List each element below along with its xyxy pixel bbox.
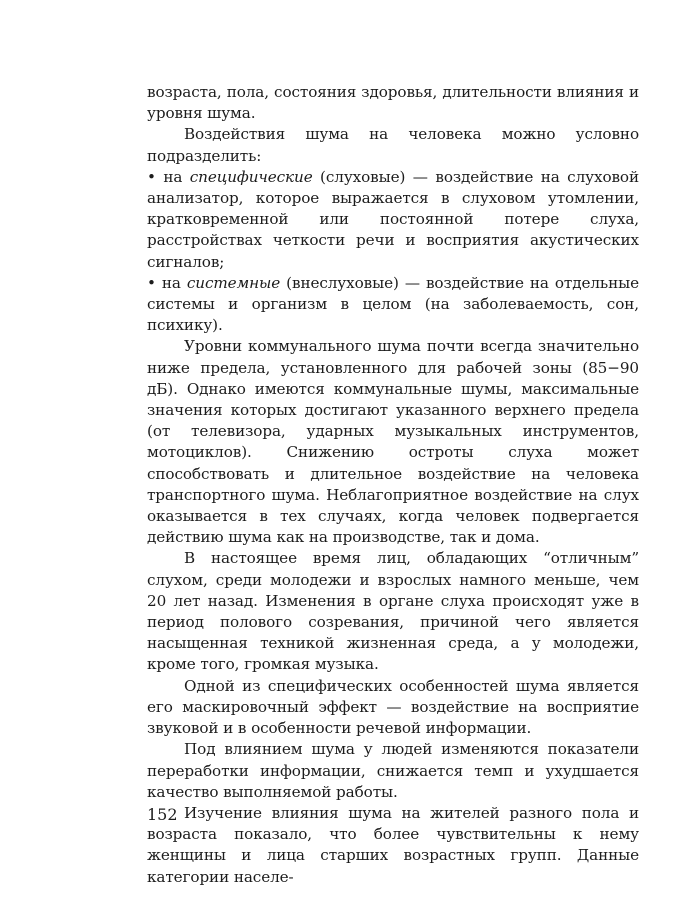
bullet-lead: на <box>155 273 187 292</box>
paragraph-masking-effect: Одной из специфических особенностей шума является его маскировочный эффект — воздействие на восприятие звуковой и в особенности речевой информации. <box>147 676 639 738</box>
paragraph-continued: возраста, пола, состояния здоровья, длительности влияния и уровня шума. <box>147 83 639 123</box>
page-number: 152 <box>147 805 178 824</box>
bullet-marker: • <box>147 273 156 292</box>
paragraph-gender-age-study: Изучение влияния шума на жителей разного пола и возраста показало, что более чувствительны к нему женщины и лица старших возрастных групп. Данные категории населе- <box>147 803 639 886</box>
paragraph-noise-classification: Воздействия шума на человека можно условно подразделить: <box>147 125 639 165</box>
bullet-systemic-effects <box>147 273 639 337</box>
paragraph-information-processing: Под влиянием шума у людей изменяются показатели переработки информации, снижается темп и ухудшается качество выполняемой работы. <box>147 740 639 801</box>
bullet-text: (внеслуховые) — воздействие на отдельные системы и организм в целом (на заболеваемость, сон, психику). <box>147 273 639 335</box>
paragraph-community-noise: Уровни коммунального шума почти всегда значительно ниже предела, установленного для рабочей зоны (85−90 дБ). Однако имеются коммунальные шумы, максимальные значения которых достигают указанного верхнего предела (от телевизора, ударных музыкальных инструментов, мотоциклов). Снижению остроты слуха может способствовать и длительное воздействие на человека транспортного шума. Неблагоприятное воздействие на слух оказывается в тех случаях, когда человек подвергается действию шума как на производстве, так и дома. <box>147 337 639 547</box>
bullet-marker: • <box>147 167 156 186</box>
bullet-lead: на <box>155 167 190 186</box>
bullet-text: (слуховые) — воздействие на слуховой анализатор, которое выражается в слуховом утомлении, кратковременной или постоянной потере слуха, расстройствах четкости речи и восприятия акустических сигналов; <box>147 167 640 271</box>
paragraph-hearing-decline: В настоящее время лиц, обладающих “отличным” слухом, среди молодежи и взрослых намного меньше, чем 20 лет назад. Изменения в органе слуха происходят уже в период полового созревания, причиной чего является насыщенная техникой жизненная среда, а у молодежи, кроме того, громкая музыка. <box>147 549 639 674</box>
term-specific: специфические <box>189 167 313 186</box>
term-systemic: системные <box>186 273 281 292</box>
bullet-specific-effects <box>147 167 639 273</box>
body-text <box>147 82 639 888</box>
